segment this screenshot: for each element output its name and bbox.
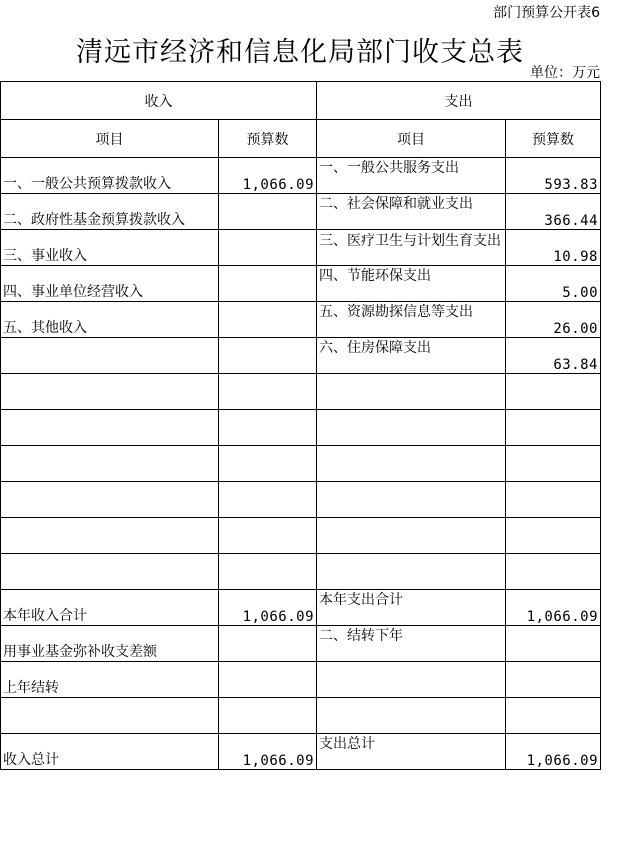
expense-amount-cell: 366.44	[506, 194, 601, 230]
income-amount-cell	[219, 410, 317, 446]
table-row	[1, 158, 601, 194]
income-section-header: 收入	[1, 82, 317, 120]
expense-amount-cell	[506, 698, 601, 734]
income-item-cell: 三、事业收入	[1, 230, 219, 266]
table-row	[1, 626, 601, 662]
header-row-columns	[1, 120, 601, 158]
expense-amount-cell	[506, 518, 601, 554]
income-amount-cell	[219, 374, 317, 410]
income-item-cell: 一、一般公共预算拨款收入	[1, 158, 219, 194]
expense-amount-cell	[506, 482, 601, 518]
expense-item-cell	[317, 410, 506, 446]
income-amount-cell	[219, 698, 317, 734]
income-item-cell: 收入总计	[1, 734, 219, 770]
income-amount-cell: 1,066.09	[219, 590, 317, 626]
expense-item-cell	[317, 446, 506, 482]
income-amount-cell	[219, 518, 317, 554]
header-row-sections	[1, 82, 601, 120]
expense-item-cell	[317, 518, 506, 554]
income-amount-cell	[219, 662, 317, 698]
table-number-note: 部门预算公开表6	[493, 5, 600, 21]
income-item-cell: 二、政府性基金预算拨款收入	[1, 194, 219, 230]
income-amount-cell	[219, 194, 317, 230]
expense-amount-cell: 1,066.09	[506, 734, 601, 770]
income-amount-cell: 1,066.09	[219, 734, 317, 770]
expense-amount-cell	[506, 446, 601, 482]
expense-item-cell: 二、社会保障和就业支出	[317, 194, 506, 230]
unit-label: 单位：万元	[530, 65, 600, 81]
income-item-cell	[1, 554, 219, 590]
table-row	[1, 734, 601, 770]
income-budget-header: 预算数	[219, 120, 317, 158]
expense-amount-cell: 26.00	[506, 302, 601, 338]
expense-amount-cell	[506, 410, 601, 446]
expense-item-cell: 二、结转下年	[317, 626, 506, 662]
table-row	[1, 194, 601, 230]
table-row	[1, 662, 601, 698]
table-row	[1, 554, 601, 590]
budget-summary-table	[0, 81, 601, 770]
expense-item-header: 项目	[317, 120, 506, 158]
expense-amount-cell	[506, 662, 601, 698]
income-item-cell: 五、其他收入	[1, 302, 219, 338]
table-row	[1, 338, 601, 374]
income-item-cell: 本年收入合计	[1, 590, 219, 626]
expense-item-cell: 一、一般公共服务支出	[317, 158, 506, 194]
income-amount-cell	[219, 626, 317, 662]
expense-item-cell: 支出总计	[317, 734, 506, 770]
income-amount-cell	[219, 266, 317, 302]
income-item-cell	[1, 338, 219, 374]
expense-budget-header: 预算数	[506, 120, 601, 158]
income-item-header: 项目	[1, 120, 219, 158]
income-amount-cell	[219, 554, 317, 590]
table-row	[1, 302, 601, 338]
table-row	[1, 374, 601, 410]
income-amount-cell	[219, 230, 317, 266]
expense-item-cell: 六、住房保障支出	[317, 338, 506, 374]
expense-section-header: 支出	[317, 82, 601, 120]
expense-item-cell: 四、节能环保支出	[317, 266, 506, 302]
income-item-cell: 上年结转	[1, 662, 219, 698]
income-item-cell	[1, 518, 219, 554]
income-item-cell	[1, 698, 219, 734]
income-amount-cell	[219, 338, 317, 374]
table-row	[1, 266, 601, 302]
expense-amount-cell: 63.84	[506, 338, 601, 374]
expense-item-cell: 五、资源勘探信息等支出	[317, 302, 506, 338]
expense-item-cell	[317, 662, 506, 698]
table-row	[1, 230, 601, 266]
page-title: 清远市经济和信息化局部门收支总表	[76, 37, 524, 68]
expense-item-cell	[317, 374, 506, 410]
table-row	[1, 698, 601, 734]
expense-amount-cell: 593.83	[506, 158, 601, 194]
table-row	[1, 518, 601, 554]
expense-amount-cell	[506, 554, 601, 590]
table-row	[1, 590, 601, 626]
income-amount-cell	[219, 302, 317, 338]
income-amount-cell	[219, 482, 317, 518]
expense-item-cell	[317, 554, 506, 590]
income-item-cell	[1, 410, 219, 446]
table-body	[1, 82, 601, 770]
table-row	[1, 482, 601, 518]
income-item-cell	[1, 374, 219, 410]
expense-amount-cell	[506, 626, 601, 662]
income-item-cell: 用事业基金弥补收支差额	[1, 626, 219, 662]
income-item-cell	[1, 446, 219, 482]
expense-amount-cell	[506, 374, 601, 410]
expense-item-cell: 三、医疗卫生与计划生育支出	[317, 230, 506, 266]
expense-amount-cell: 5.00	[506, 266, 601, 302]
table-row	[1, 446, 601, 482]
income-amount-cell: 1,066.09	[219, 158, 317, 194]
expense-item-cell: 本年支出合计	[317, 590, 506, 626]
expense-item-cell	[317, 698, 506, 734]
income-amount-cell	[219, 446, 317, 482]
income-item-cell: 四、事业单位经营收入	[1, 266, 219, 302]
expense-amount-cell: 1,066.09	[506, 590, 601, 626]
table-row	[1, 410, 601, 446]
income-item-cell	[1, 482, 219, 518]
expense-amount-cell: 10.98	[506, 230, 601, 266]
expense-item-cell	[317, 482, 506, 518]
